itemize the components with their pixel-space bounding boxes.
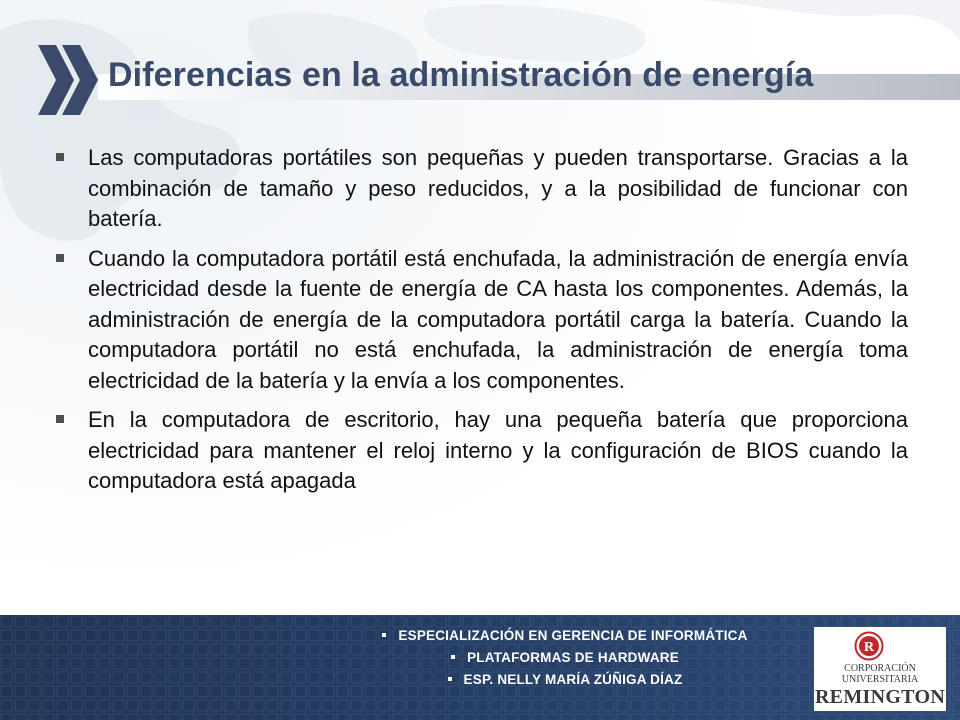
logo-line-2: UNIVERSITARIA	[841, 674, 919, 685]
seal-letter: R	[863, 640, 875, 655]
double-chevron-right-icon	[36, 45, 100, 115]
square-bullet-icon	[56, 415, 64, 423]
footer-line	[330, 650, 800, 672]
logo-line-3: REMINGTON	[814, 686, 946, 708]
slide-title: Diferencias en la administración de energía	[108, 56, 814, 94]
bullet-item	[56, 405, 908, 497]
footer-author: ESP. NELLY MARÍA ZÚÑIGA DÍAZ	[463, 672, 683, 687]
square-bullet-icon	[451, 655, 455, 659]
footer-text-block	[330, 628, 800, 694]
bullet-item	[56, 143, 908, 235]
bullet-text: Cuando la computadora portátil está enchufada, la administración de energía envía electricidad desde la fuente de energía de CA hasta los componentes. Además, la administración de energía de la computadora portátil carga la batería. Cuando la computadora portátil no está enchufada, la administración de energía toma electricidad de la batería y la envía a los componentes.	[88, 245, 908, 393]
bullet-list	[56, 143, 908, 506]
footer-course: PLATAFORMAS DE HARDWARE	[467, 650, 679, 665]
logo-line-1: CORPORACIÓN	[844, 663, 916, 674]
square-bullet-icon	[56, 254, 64, 262]
footer-program: ESPECIALIZACIÓN EN GERENCIA DE INFORMÁTICA	[398, 628, 748, 643]
bullet-text: Las computadoras portátiles son pequeñas y pueden transportarse. Gracias a la combinación de tamaño y peso reducidos, y a la posibilidad de funcionar con batería.	[88, 145, 908, 231]
university-seal-icon	[854, 631, 884, 661]
square-bullet-icon	[56, 153, 64, 161]
remington-logo	[814, 627, 946, 711]
square-bullet-icon	[448, 677, 452, 681]
bullet-text: En la computadora de escritorio, hay una pequeña batería que proporciona electricidad para mantener el reloj interno y la configuración de BIOS cuando la computadora está apagada	[88, 407, 908, 493]
bullet-item	[56, 244, 908, 397]
footer-line	[330, 672, 800, 694]
square-bullet-icon	[382, 633, 386, 637]
footer-line	[330, 628, 800, 650]
